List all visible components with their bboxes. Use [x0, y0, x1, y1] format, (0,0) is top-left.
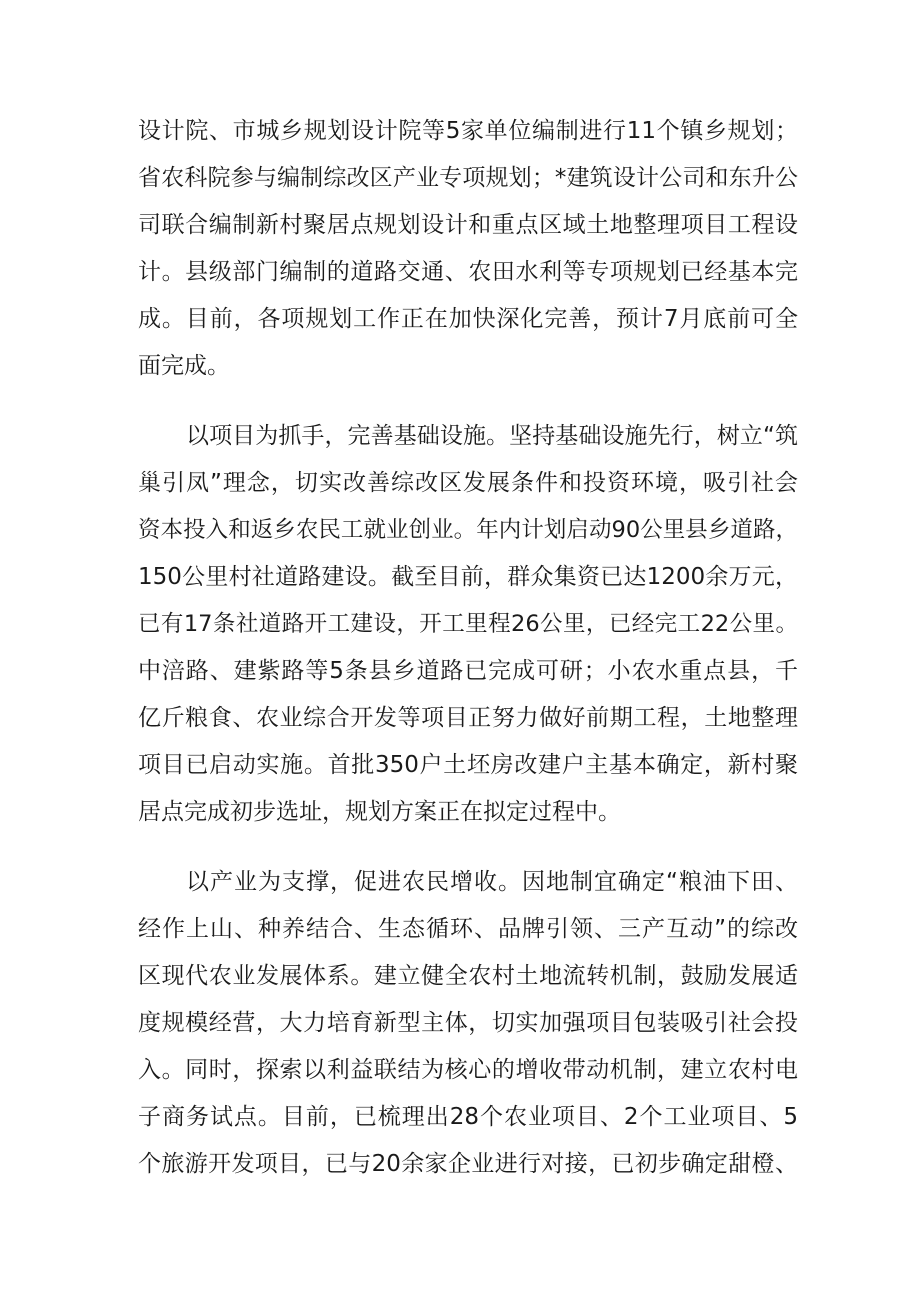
paragraph-2-line-6: 中涪路、建紫路等5条县乡道路已完成可研；小农水重点县，千	[138, 658, 798, 684]
paragraph-2-line-8: 项目已启动实施。首批350户土坯房改建户主基本确定，新村聚	[138, 752, 798, 778]
paragraph-2-line-7: 亿斤粮食、农业综合开发等项目正努力做好前期工程，土地整理	[138, 705, 798, 731]
paragraph-1-line-4: 计。县级部门编制的道路交通、农田水利等专项规划已经基本完	[138, 259, 798, 285]
paragraph-3-line-7: 个旅游开发项目，已与20余家企业进行对接，已初步确定甜橙、	[138, 1151, 798, 1177]
paragraph-2-line-3: 资本投入和返乡农民工就业创业。年内计划启动90公里县乡道路，	[138, 517, 798, 543]
paragraph-3-line-6: 子商务试点。目前，已梳理出28个农业项目、2个工业项目、5	[138, 1104, 798, 1130]
paragraph-2-line-2: 巢引凤”理念，切实改善综改区发展条件和投资环境，吸引社会	[138, 470, 798, 496]
paragraph-3-line-3: 区现代农业发展体系。建立健全农村土地流转机制，鼓励发展适	[138, 963, 798, 989]
paragraph-3-line-4: 度规模经营，大力培育新型主体，切实加强项目包装吸引社会投	[138, 1010, 798, 1036]
paragraph-3-line-1: 以产业为支撑，促进农民增收。因地制宜确定“粮油下田、	[186, 869, 798, 895]
paragraph-2-line-5: 已有17条社道路开工建设，开工里程26公里，已经完工22公里。	[138, 611, 798, 637]
paragraph-2-line-9: 居点完成初步选址，规划方案正在拟定过程中。	[138, 799, 621, 825]
paragraph-3-line-5: 入。同时，探索以利益联结为核心的增收带动机制，建立农村电	[138, 1057, 798, 1083]
paragraph-1-line-1: 设计院、市城乡规划设计院等5家单位编制进行11个镇乡规划；	[138, 118, 798, 144]
paragraph-1-line-6: 面完成。	[138, 353, 230, 379]
paragraph-1-line-2: 省农科院参与编制综改区产业专项规划；*建筑设计公司和东升公	[138, 165, 798, 191]
paragraph-1-line-5: 成。目前，各项规划工作正在加快深化完善，预计7月底前可全	[138, 306, 798, 332]
paragraph-1-line-3: 司联合编制新村聚居点规划设计和重点区域土地整理项目工程设	[138, 212, 798, 238]
paragraph-2-line-1: 以项目为抓手，完善基础设施。坚持基础设施先行，树立“筑	[186, 423, 798, 449]
paragraph-3-line-2: 经作上山、种养结合、生态循环、品牌引领、三产互动”的综改	[138, 916, 798, 942]
paragraph-2-line-4: 150公里村社道路建设。截至目前，群众集资已达1200余万元，	[138, 564, 798, 590]
